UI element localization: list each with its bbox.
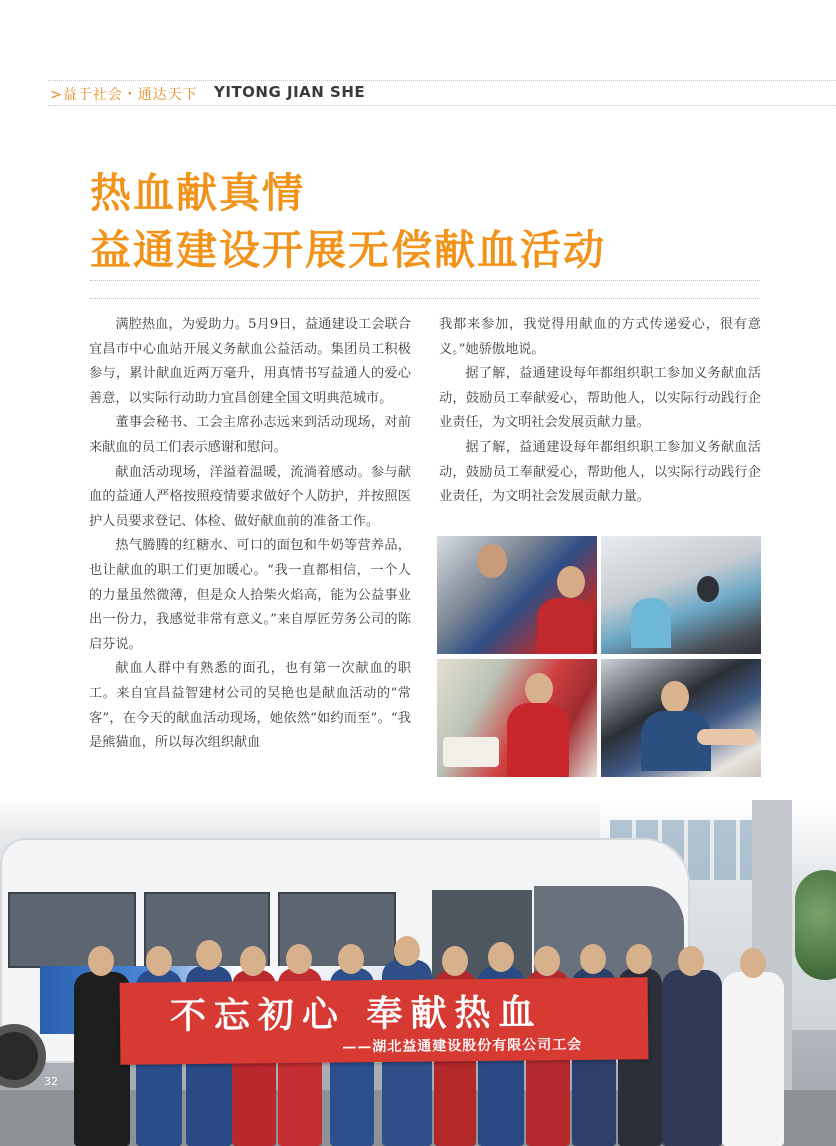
person-head (740, 948, 766, 978)
page-number: 32 (44, 1075, 58, 1088)
tree (795, 870, 836, 980)
person-head (488, 942, 514, 972)
photo-donation-checkin (437, 536, 597, 654)
article-title-line-2: 益通建设开展无偿献血活动 (90, 226, 606, 274)
article-title-line-1: 热血献真情 (90, 169, 305, 217)
person-head (580, 944, 606, 974)
photo-donor-giving-blood (601, 659, 761, 777)
paragraph: 满腔热血，为爱助力。5月9日，益通建设工会联合宜昌市中心血站开展义务献血公益活动。集团员工积极参与，累计献血近两万毫升，用真情书写益通人的爱心善意，以实际行动助力宜昌创建全国文明典范城市。 (89, 317, 411, 406)
photo-blood-bus-interior (601, 536, 761, 654)
banner (120, 977, 649, 1065)
article-left-column (89, 313, 411, 756)
paragraph: 据了解，益通建设每年都组织职工参加义务献血活动，鼓励员工奉献爱心，帮助他人，以实际行动践行企业责任，为文明社会发展贡献力量。 (439, 439, 761, 505)
section-english-label: YITONG JIAN SHE (214, 83, 366, 101)
group-photo (0, 800, 836, 1146)
paragraph: 热气腾腾的红糖水、可口的面包和牛奶等营养品，也让献血的职工们更加暖心。“我一直都相信，一个人的力量虽然微薄，但是众人拾柴火焰高，能为公益事业出一份力，我感觉非常有意义。”来自厚匠劳务公司的陈启芬说。 (89, 538, 411, 652)
person-head (534, 946, 560, 976)
person-head (678, 946, 704, 976)
banner-organization: ——湖北益通建设股份有限公司工会 (342, 1036, 583, 1056)
paragraph: 献血活动现场，洋溢着温暖，流淌着感动。参与献血的益通人严格按照疫情要求做好个人防护，并按照医护人员要求登记、体检、做好献血前的准备工作。 (89, 464, 411, 529)
paragraph: 董事会秘书、工会主席孙志远来到活动现场，对前来献血的员工们表示感谢和慰问。 (89, 415, 411, 455)
person-head (338, 944, 364, 974)
title-divider-top (90, 280, 760, 281)
person (722, 972, 784, 1146)
banner-slogan: 不忘初心 奉献热血 (169, 992, 543, 1038)
paragraph-continued: 我都来参加，我觉得用献血的方式传递爱心，很有意义。”她骄傲地说。 (439, 317, 761, 357)
person-head (88, 946, 114, 976)
paragraph: 据了解，益通建设每年都组织职工参加义务献血活动，鼓励员工奉献爱心，帮助他人，以实际行动践行企业责任，为文明社会发展贡献力量。 (439, 366, 761, 431)
person-head (240, 946, 266, 976)
person-head (394, 936, 420, 966)
section-label: >益于社会・通达天下 (50, 87, 198, 103)
paragraph: 献血人群中有熟悉的面孔，也有第一次献血的职工。来自宜昌益智建材公司的吴艳也是献血活动的“常客”，在今天的献血活动现场，她依然“如约而至”。“我是熊猫血，所以每次组织献血 (89, 661, 411, 751)
article-right-column (439, 313, 761, 510)
person-head (286, 944, 312, 974)
person-head (626, 944, 652, 974)
photo-nutrition-station (437, 659, 597, 777)
person-head (146, 946, 172, 976)
person-head (442, 946, 468, 976)
title-divider-bottom (90, 298, 760, 299)
person-head (196, 940, 222, 970)
person (662, 970, 722, 1146)
bus-window (8, 892, 136, 968)
